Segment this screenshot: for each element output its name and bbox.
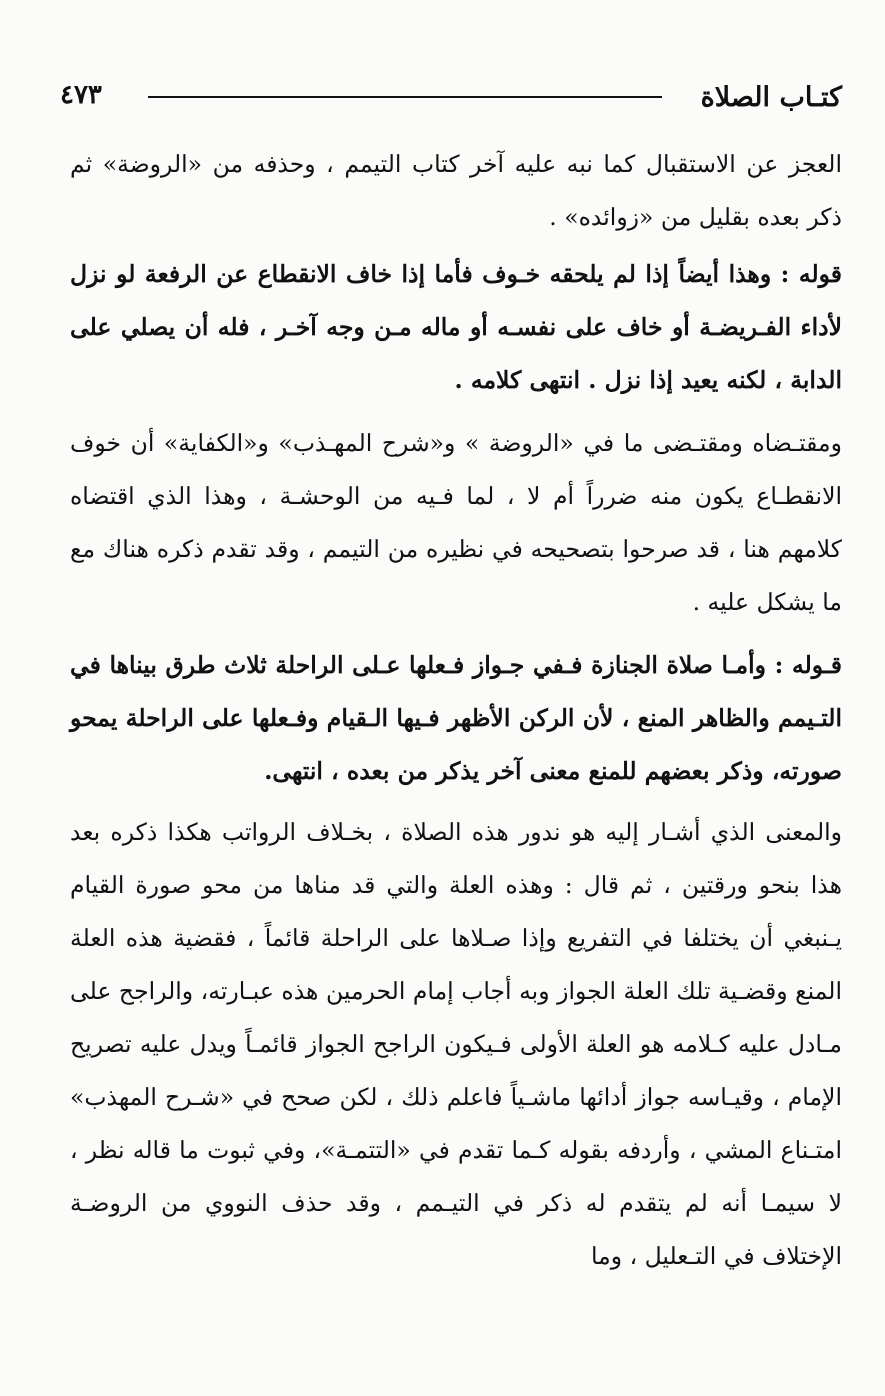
running-title: كتـاب الصلاة — [700, 82, 842, 113]
page-number: ٤٧٣ — [60, 80, 102, 110]
paragraph-commentary-2: ومقتـضاه ومقتـضى ما في «الروضة » و«شرح المهـذب» و«الكفاية» أن خوف الانقطـاع يكون منه ضرراً أم لا ، لما فـيه من الوحشـة ، وهذا الذي اقتضاه كلامهم هنا ، قد صرحوا بتصحيحه في نظيره من التيمم ، وقد تقدم ذكره هناك مع ما يشكل عليه . — [70, 429, 842, 616]
page-header — [60, 78, 842, 118]
paragraph-quote-1: قوله : وهذا أيضاً إذا لم يلحقه خـوف فأما إذا خاف الانقطاع عن الرفعة لو نزل لأداء الفـريضـة أو خاف على نفسـه أو ماله مـن وجه آخـر ، فله أن يصلي على الدابة ، لكنه يعيد إذا نزل . انتهى كلامه . — [70, 260, 842, 394]
paragraph-commentary-1: العجز عن الاستقبال كما نبه عليه آخر كتاب التيمم ، وحذفه من «الروضة» ثم ذكر بعده بقليل من «زوائده» . — [70, 150, 842, 231]
page-body — [70, 138, 842, 1283]
header-rule — [148, 96, 662, 98]
paragraph-quote-2: قـوله : وأمـا صلاة الجنازة فـفي جـواز فـعلها عـلى الراحلة ثلاث طرق بيناها في التـيمم والظاهر المنع ، لأن الركن الأظهر فـيها الـقيام وفـعلها على الراحلة يمحو صورته، وذكر بعضهم للمنع معنى آخر يذكر من بعده ، انتهى. — [70, 651, 842, 785]
paragraph-commentary-3: والمعنى الذي أشـار إليه هو ندور هذه الصلاة ، بخـلاف الرواتب هكذا ذكره بعد هذا بنحو ورقتين ، ثم قال : وهذه العلة والتي قد مناها من محو صورة القيام يـنبغي أن يختلفا في التفريع وإذا صـلاها على الراحلة قائماً ، فقضية هذه العلة المنع وقضـية تلك العلة الجواز وبه أجاب إمام الحرمين هذه عبـارته، والراجح على مـادل عليه كـلامه هو العلة الأولى فـيكون الراجح الجواز قائمـاً ويدل عليه تصريح الإمام ، وقيـاسه جواز أدائها ماشـياً فاعلم ذلك ، لكن صحح في «شـرح المهذب» امتـناع المشي ، وأردفه بقوله كـما تقدم في «التتمـة»، وفي ثبوت ما قاله نظر ، لا سيمـا أنه لم يتقدم له ذكر في التيـمم ، وقد حذف النووي من الروضـة الإختلاف في التـعليل ، وما — [70, 818, 842, 1270]
